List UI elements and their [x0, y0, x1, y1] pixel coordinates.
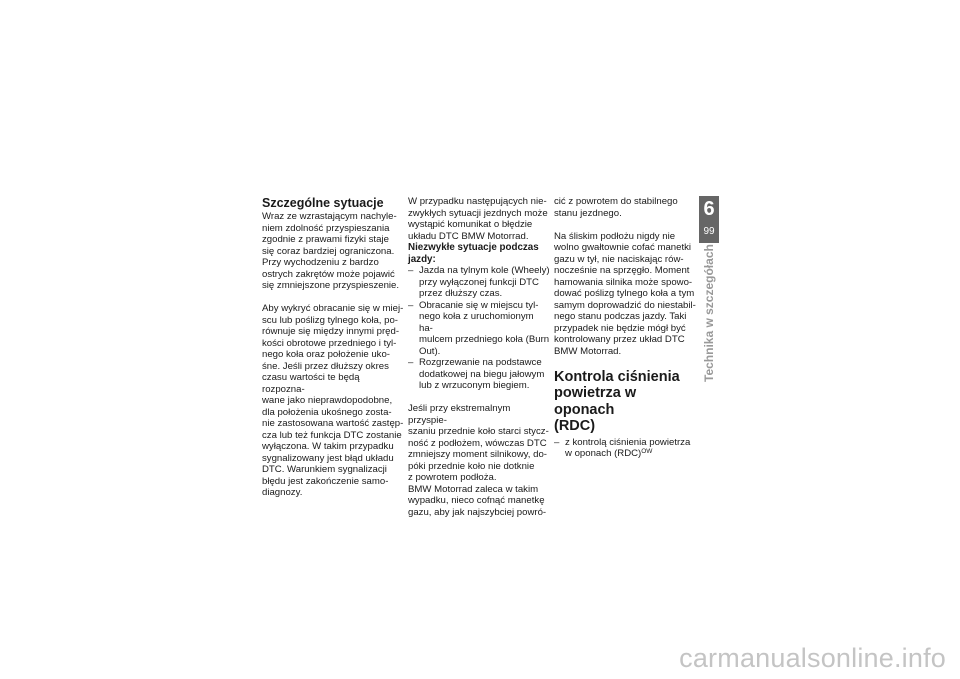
list-item: – Jazda na tylnym kole (Wheely) przy wyłączonej funkcji DTC przez dłuższy czas. — [408, 265, 550, 300]
list-item: – Rozgrzewanie na podstawce dodatkowej na biegu jałowym lub z wrzuconym biegiem. — [408, 357, 550, 392]
chapter-number: 6 — [703, 198, 715, 220]
column-2 — [408, 196, 550, 518]
chapter-side-title: Technika w szczegółach — [702, 244, 716, 382]
subheading-unusual-situations: Niezwykłe sytuacje podczas jazdy: — [408, 242, 539, 265]
section-heading: Szczególne sytuacje — [262, 196, 384, 210]
list-item: – z kontrolą ciśnienia powietrza w oponach (RDC)$^{OW}$ — [554, 437, 696, 460]
rdc-list — [554, 437, 696, 460]
paragraph-acceleration: Wraz ze wzrastającym nachyle- niem zdolność przyspieszania zgodnie z prawami fizyki staje się coraz bardziej ograniczona. Przy wychodzeniu z bardzo ostrych zakrętów może pojawić się zmniejszone przyspieszenie. — [262, 211, 400, 291]
optional-equipment-marker: OW — [641, 448, 653, 455]
chapter-tab — [699, 196, 719, 243]
column-1 — [262, 196, 404, 499]
column-3 — [554, 196, 696, 460]
paragraph-error-message: W przypadku następujących nie- zwykłych sytuacji jezdnych może wystąpić komunikat o błędzie układu DTC BMW Motorrad. — [408, 196, 548, 242]
section-heading-rdc: Kontrola ciśnienia powietrza w oponach (RDC) — [554, 368, 680, 434]
paragraph-stable-state: cić z powrotem do stabilnego stanu jezdnego. — [554, 196, 678, 219]
paragraph-slippery-surface: Na śliskim podłożu nigdy nie wolno gwałtownie cofać manetki gazu w tył, nie naciskając rów- nocześnie na sprzęgło. Moment hamowania silnika może spowo- dować poślizg tylnego koła a tym samym doprowadzić do niestabil- nego stanu podczas jazdy. Taki przypadek nie będzie mógł być kontrolowany przez układ DTC BMW Motorrad. — [554, 230, 696, 357]
list-item: – Obracanie się w miejscu tyl- nego koła z uruchomionym ha- mulcem przedniego koła (Burn Out). — [408, 300, 550, 358]
watermark: carmanualsonline.info — [679, 643, 946, 673]
paragraph-detection: Aby wykryć obracanie się w miej- scu lub poślizg tylnego koła, po- równuje się między innymi pręd- kości obrotowe przedniego i tyl- nego koła oraz położenie uko- śne. Jeśli przez dłuższy okres czasu wartości te będą rozpozna- wane jako nieprawdopodobne, dla położenia ukośnego zosta- nie zastosowana wartość zastęp- cza lub też funkcja DTC zostanie wyłączona. W takim przypadku sygnalizowany jest błąd układu DTC. Warunkiem sygnalizacji błędu jest zakończenie samo- diagnozy. — [262, 303, 404, 498]
paragraph-extreme-acceleration: Jeśli przy ekstremalnym przyspie- szaniu przednie koło starci stycz- ność z podłożem, wówczas DTC zmniejszy moment silnikowy, do- póki przednie koło nie dotknie z powrotem podłoża. BMW Motorrad zaleca w takim wypadku, nieco cofnąć manetkę gazu, aby jak najszybciej powró- — [408, 403, 549, 518]
page-number: 99 — [703, 226, 715, 237]
unusual-situations-list — [408, 265, 550, 392]
